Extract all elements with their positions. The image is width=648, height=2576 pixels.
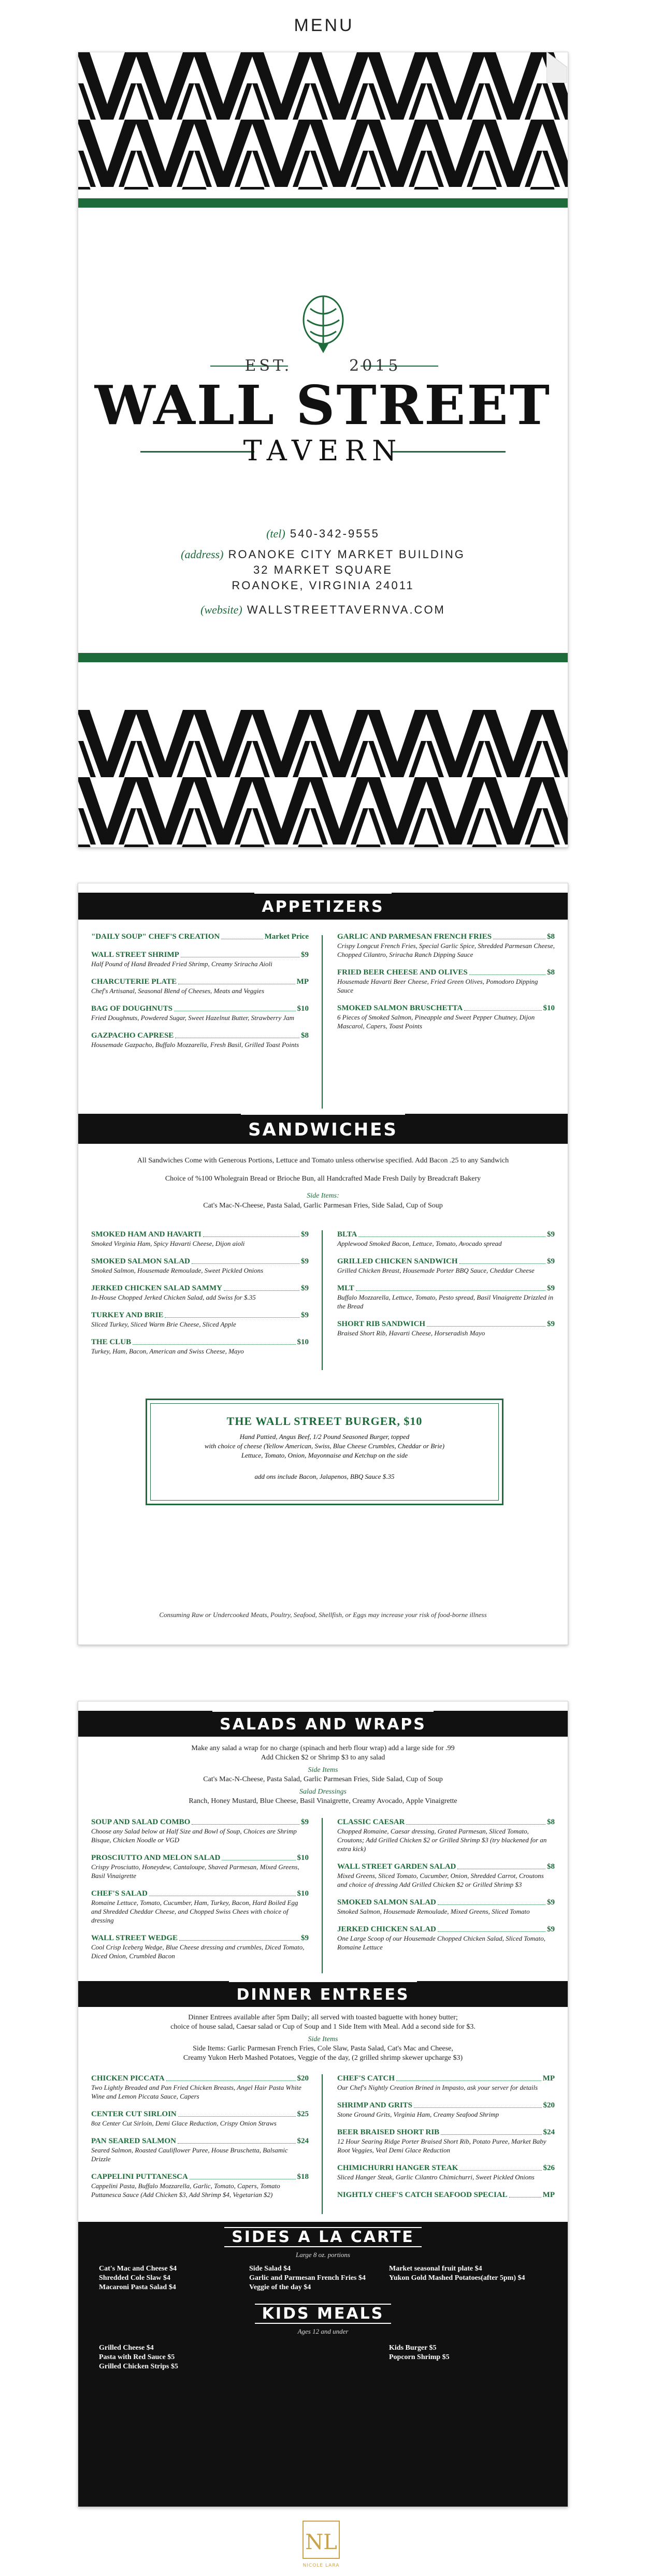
menu-item-name: SMOKED SALMON SALAD xyxy=(91,1257,190,1265)
menu-item-description: Crispy Prosciutto, Honeydew, Cantaloupe, Shaved Parmesan, Mixed Greens, Basil Vinaigrette xyxy=(91,1863,299,1880)
menu-item-price: $9 xyxy=(301,1311,309,1319)
menu-item-header xyxy=(91,2137,309,2146)
menu-item-price: $8 xyxy=(547,1818,555,1826)
menu-item xyxy=(91,1005,309,1022)
menu-item-description: Our Chef's Nightly Creation Brined in Impasto, ask your server for details xyxy=(337,2084,538,2091)
menu-item-description: Half Pound of Hand Breaded Fried Shrimp, Creamy Sriracha Aioli xyxy=(91,960,272,968)
menu-item-name: TURKEY AND BRIE xyxy=(91,1311,164,1319)
menu-item-name: FRIED BEER CHEESE AND OLIVES xyxy=(337,968,468,977)
kids-column-1 xyxy=(99,2344,254,2371)
menu-item xyxy=(91,1889,309,1925)
dinner-intro-1: Dinner Entrees available after 5pm Daily; all served with toasted baguette with honey butter; xyxy=(188,2014,458,2021)
menu-item-name: MLT xyxy=(337,1284,354,1292)
logo-letters: NL xyxy=(305,2530,337,2554)
menu-item xyxy=(91,2137,309,2163)
side-item: Pasta with Red Sauce $5 xyxy=(99,2353,175,2361)
menu-item-header xyxy=(91,1284,309,1293)
salads-intro-1: Make any salad a wrap for no charge (spinach and herb flour wrap) add a large side for .99 xyxy=(191,1744,455,1752)
appetizers-left-column xyxy=(91,933,309,1058)
dot-leader xyxy=(459,2164,541,2171)
menu-item-description: Romaine Lettuce, Tomato, Cucumber, Ham, Turkey, Bacon, Hard Boiled Egg and Shredded Cheddar Cheese, and Chopped Swiss Chees with choice of dressing xyxy=(91,1899,298,1924)
dinner-left-column xyxy=(91,2074,309,2208)
menu-item-header xyxy=(337,1257,555,1266)
menu-item-description: Chef's Artisanal, Seasonal Blend of Cheeses, Meats and Veggies xyxy=(91,987,265,995)
consumer-advisory: Consuming Raw or Undercooked Meats, Poultry, Seafood, Shellfish, or Eggs may increase your risk of food-borne illness xyxy=(159,1611,487,1619)
dot-leader xyxy=(414,2101,541,2108)
dot-leader xyxy=(464,1004,541,1011)
menu-item-header xyxy=(91,1934,309,1943)
salads-side-label: Side Items xyxy=(308,1766,338,1774)
menu-item xyxy=(337,2128,555,2155)
menu-item xyxy=(337,1925,555,1952)
menu-item-header xyxy=(337,1862,555,1871)
menu-item-header xyxy=(337,968,555,977)
menu-item-header xyxy=(91,1854,309,1862)
menu-item-description: 12 Hour Searing Ridge Porter Braised Short Rib, Potato Puree, Market Baby Root Veggies, Veal Demi Glace Reduction xyxy=(337,2137,546,2154)
menu-item-header xyxy=(337,1925,555,1934)
menu-item-header xyxy=(91,1311,309,1320)
dot-leader xyxy=(441,2128,541,2135)
menu-item xyxy=(91,1934,309,1960)
menu-item-price: $8 xyxy=(301,1031,309,1040)
menu-page-appetizers-sandwiches xyxy=(78,883,568,1645)
sandwiches-left-column xyxy=(91,1230,309,1365)
menu-item-description: 8oz Center Cut Sirloin, Demi Glace Reduction, Crispy Onion Straws xyxy=(91,2119,277,2127)
menu-item xyxy=(91,978,309,995)
sandwiches-intro-1: All Sandwiches Come with Generous Portions, Lettuce and Tomato unless otherwise specified. Add Bacon .25 to any Sandwich xyxy=(137,1157,509,1165)
menu-item-header xyxy=(91,978,309,986)
menu-item-description: In-House Chopped Jerked Chicken Salad, add Swiss for $.35 xyxy=(91,1293,256,1301)
menu-cover-page xyxy=(78,52,568,848)
menu-item-price: $18 xyxy=(297,2173,309,2181)
menu-item-description: Stone Ground Grits, Virginia Ham, Creamy Seafood Shrimp xyxy=(337,2111,499,2118)
menu-item-description: Seared Salmon, Roasted Cauliflower Puree, House Bruschetta, Balsamic Drizzle xyxy=(91,2146,288,2163)
dot-leader xyxy=(174,1005,296,1011)
menu-item-price: $10 xyxy=(297,1005,309,1013)
menu-item-name: PAN SEARED SALMON xyxy=(91,2137,176,2145)
dot-leader xyxy=(190,2173,296,2179)
side-item: Grilled Chicken Strips $5 xyxy=(99,2363,178,2370)
dot-leader xyxy=(203,1230,299,1237)
section-header-sides: SIDES A LA CARTE xyxy=(78,2228,568,2246)
menu-item xyxy=(91,1311,309,1329)
menu-item-header xyxy=(337,2074,555,2083)
side-item: Popcorn Shrimp $5 xyxy=(389,2353,450,2361)
menu-item-price: $9 xyxy=(301,1257,309,1265)
menu-item-header xyxy=(337,2128,555,2137)
dot-leader xyxy=(192,1257,299,1264)
menu-item-name: SMOKED HAM AND HAVARTI xyxy=(91,1230,201,1239)
menu-item xyxy=(91,1031,309,1049)
menu-item xyxy=(337,2101,555,2119)
menu-item-header xyxy=(91,1031,309,1040)
menu-item-price: $20 xyxy=(297,2074,309,2083)
menu-item-header xyxy=(91,933,309,941)
established-year: EST. 2015 xyxy=(244,357,401,375)
menu-item xyxy=(337,1320,555,1337)
dot-leader xyxy=(166,2074,296,2081)
side-item: Shredded Cole Slaw $4 xyxy=(99,2274,170,2282)
menu-item-name: CLASSIC CAESAR xyxy=(337,1818,405,1826)
menu-item-header xyxy=(337,2164,555,2173)
menu-item-header xyxy=(91,1230,309,1239)
menu-item-description: Smoked Salmon, Housemade Remoulade, Mixed Greens, Sliced Tomato xyxy=(337,1908,530,1915)
burger-feature-box xyxy=(146,1399,503,1505)
menu-item-description: 6 Pieces of Smoked Salmon, Pineapple and Sweet Pepper Chutney, Dijon Mascarol, Capers, Toast Points xyxy=(337,1013,535,1030)
menu-item-price: $9 xyxy=(547,1230,555,1239)
menu-item-name: GRILLED CHICKEN SANDWICH xyxy=(337,1257,458,1265)
menu-item-name: BAG OF DOUGHNUTS xyxy=(91,1005,172,1013)
lattice-pattern-top xyxy=(78,52,568,190)
logo-caption: NICOLE LARA xyxy=(303,2563,340,2568)
menu-item-header xyxy=(91,951,309,959)
artichoke-icon xyxy=(295,288,352,355)
menu-item-name: GARLIC AND PARMESAN FRENCH FRIES xyxy=(337,933,492,941)
column-divider xyxy=(322,1230,323,1370)
menu-item xyxy=(337,1898,555,1916)
burger-title: THE WALL STREET BURGER, $10 xyxy=(226,1415,423,1428)
menu-item-name: THE CLUB xyxy=(91,1338,132,1346)
menu-item-description: Braised Short Rib, Havarti Cheese, Horseradish Mayo xyxy=(337,1329,485,1337)
menu-item-name: CHARCUTERIE PLATE xyxy=(91,978,177,986)
section-header-sandwiches: SANDWICHES xyxy=(78,1114,568,1144)
menu-label: MENU xyxy=(294,16,354,35)
menu-item xyxy=(91,2074,309,2101)
contact-phone: (tel) 540-342-9555 xyxy=(266,527,380,540)
menu-item xyxy=(91,2173,309,2199)
menu-item xyxy=(337,1257,555,1275)
side-item: Garlic and Parmesan French Fries $4 xyxy=(249,2274,366,2282)
menu-item-description: Housemade Gazpacho, Buffalo Mozzarella, Fresh Basil, Grilled Toast Points xyxy=(91,1041,299,1049)
menu-item-name: BEER BRAISED SHORT RIB xyxy=(337,2128,440,2136)
dinner-right-column xyxy=(337,2074,555,2209)
menu-item xyxy=(91,933,309,941)
menu-item-name: CHEF'S SALAD xyxy=(91,1889,148,1898)
restaurant-name: WALL STREET xyxy=(94,373,552,437)
menu-item xyxy=(91,2110,309,2128)
menu-item-price: $24 xyxy=(543,2128,555,2136)
dot-leader xyxy=(133,1338,295,1345)
section-header-dinner: DINNER ENTREES xyxy=(78,1981,568,2007)
dot-leader xyxy=(469,968,545,975)
salads-dressing-label: Salad Dressings xyxy=(299,1788,347,1796)
menu-item-header xyxy=(91,1818,309,1827)
dot-leader xyxy=(178,2110,296,2117)
menu-item-name: GAZPACHO CAPRESE xyxy=(91,1031,174,1040)
menu-item-name: WALL STREET GARDEN SALAD xyxy=(337,1862,456,1871)
menu-item xyxy=(91,1854,309,1880)
menu-item-description: Cool Crisp Iceberg Wedge, Blue Cheese dressing and crumbles, Diced Tomato, Diced Onion, Crumbled Bacon xyxy=(91,1943,305,1960)
menu-item-price: MP xyxy=(542,2074,555,2083)
menu-item xyxy=(337,2191,555,2200)
menu-item-header xyxy=(337,1818,555,1827)
menu-item-header xyxy=(91,2110,309,2119)
dot-leader xyxy=(149,1889,296,1896)
dot-leader xyxy=(175,1031,299,1038)
menu-item xyxy=(337,2074,555,2092)
menu-item-name: SMOKED SALMON SALAD xyxy=(337,1898,436,1906)
column-divider xyxy=(322,935,323,1109)
menu-item-header xyxy=(91,1338,309,1347)
sides-column-1 xyxy=(99,2264,239,2292)
menu-item-description: Sliced Turkey, Sliced Warm Brie Cheese, Sliced Apple xyxy=(91,1320,236,1328)
menu-item-description: Chopped Romaine, Caesar dressing, Grated Parmesan, Sliced Tomato, Croutons; Add Grilled Chicken $2 or Grilled Shrimp $3 (try blackened for an extra kick) xyxy=(337,1827,547,1853)
menu-item-price: MP xyxy=(296,978,309,986)
kids-column-2 xyxy=(389,2344,544,2362)
sides-column-2 xyxy=(249,2264,389,2292)
side-item: Yukon Gold Mashed Potatoes(after 5pm) $4 xyxy=(389,2274,525,2282)
dinner-side-items-1: Side Items: Garlic Parmesan French Fries, Cole Slaw, Pasta Salad, Cat's Mac and Cheese, xyxy=(193,2045,453,2053)
sandwiches-right-column xyxy=(337,1230,555,1347)
menu-item-name: NIGHTLY CHEF'S CATCH SEAFOOD SPECIAL xyxy=(337,2191,508,2199)
dot-leader xyxy=(457,1862,545,1869)
menu-item-price: $9 xyxy=(547,1925,555,1933)
menu-item-header xyxy=(91,1005,309,1013)
menu-item-header xyxy=(91,1257,309,1266)
green-stripe-bottom xyxy=(78,653,568,662)
menu-item-name: SHORT RIB SANDWICH xyxy=(337,1320,426,1328)
menu-item xyxy=(91,1284,309,1302)
menu-item-price: $9 xyxy=(301,1934,309,1942)
menu-item-description: Crispy Longcut French Fries, Special Garlic Spice, Shredded Parmesan Cheese, Chopped Cilantro, Sriracha Ranch Dipping Sauce xyxy=(337,942,555,958)
dot-leader xyxy=(178,2137,296,2144)
green-stripe-top xyxy=(78,198,568,208)
menu-item-name: PROSCIUTTO AND MELON SALAD xyxy=(91,1854,221,1862)
burger-description: Hand Pattied, Angus Beef, 1/2 Pound Seasoned Burger, topped with choice of cheese (Yellow American, Swiss, Blue Cheese Crumbles, Cheddar or Brie) Lettuce, Tomato, Onion, Mayonnaise and Ketchup on the side xyxy=(204,1433,445,1459)
menu-item-name: "DAILY SOUP" CHEF'S CREATION xyxy=(91,933,220,941)
menu-item xyxy=(337,1862,555,1889)
lattice-pattern-bottom xyxy=(78,710,568,847)
salads-left-column xyxy=(91,1818,309,1970)
page-fold-corner xyxy=(546,52,567,83)
designer-logo xyxy=(298,2519,344,2571)
menu-item-price: $9 xyxy=(547,1257,555,1265)
menu-item-price: $8 xyxy=(547,968,555,977)
menu-item-description: Fried Doughnuts, Powdered Sugar, Sweet Hazelnut Butter, Strawberry Jam xyxy=(91,1014,295,1022)
menu-page-salads-dinner xyxy=(78,1701,568,2507)
menu-item-name: CHIMICHURRI HANGER STEAK xyxy=(337,2164,458,2172)
menu-item-header xyxy=(337,1898,555,1907)
menu-item xyxy=(337,968,555,995)
dot-leader xyxy=(396,2074,541,2081)
menu-item-price: $9 xyxy=(547,1898,555,1906)
dot-leader xyxy=(224,1284,299,1291)
menu-item-description: Housemade Havarti Beer Cheese, Fried Green Olives, Pomodoro Dipping Sauce xyxy=(337,978,538,994)
menu-item xyxy=(337,1004,555,1030)
menu-item-price: $10 xyxy=(543,1004,555,1012)
menu-item-price: $26 xyxy=(543,2164,555,2172)
dot-leader xyxy=(358,1230,545,1237)
menu-item-price: $9 xyxy=(301,1284,309,1292)
dot-leader xyxy=(509,2191,541,2197)
burger-addons: add ons include Bacon, Jalapenos, BBQ Sauce $.35 xyxy=(254,1473,395,1480)
menu-item-name: CAPPELINI PUTTANESCA xyxy=(91,2173,188,2181)
column-divider xyxy=(322,2074,323,2214)
menu-item-name: CHEF'S CATCH xyxy=(337,2074,395,2083)
side-item: Side Salad $4 xyxy=(249,2265,291,2273)
menu-item xyxy=(337,1284,555,1311)
menu-item-name: JERKED CHICKEN SALAD SAMMY xyxy=(91,1284,222,1292)
menu-item-description: Smoked Virginia Ham, Spicy Havarti Cheese, Dijon aioli xyxy=(91,1240,245,1247)
menu-item-description: One Large Scoop of our Housemade Chopped Chicken Salad, Sliced Tomato, Romaine Lettuce xyxy=(337,1934,545,1951)
menu-item-header xyxy=(91,2173,309,2181)
menu-item-description: Two Lightly Breaded and Pan Fried Chicken Breasts, Angel Hair Pasta White Wine and Lemon Piccata Sauce, Capers xyxy=(91,2084,301,2100)
side-item: Veggie of the day $4 xyxy=(249,2283,311,2291)
salads-dressings: Ranch, Honey Mustard, Blue Cheese, Basil Vinaigrette, Creamy Avocado, Apple Vinaigrette xyxy=(189,1797,457,1805)
sides-kids-panel xyxy=(78,2222,568,2507)
menu-item-price: $9 xyxy=(301,1230,309,1239)
menu-item-price: $9 xyxy=(547,1284,555,1292)
dot-leader xyxy=(438,1898,545,1905)
menu-item-description: Cappelini Pasta, Buffalo Mozzarella, Garlic, Tomato, Capers, Tomato Puttanesca Sauce (Add Chicken $3, Add Shrimp $4, Vegetarian $2) xyxy=(91,2182,280,2199)
menu-item-header xyxy=(337,2101,555,2110)
dot-leader xyxy=(179,1934,299,1941)
menu-item-price: $10 xyxy=(297,1889,309,1898)
menu-item xyxy=(91,1818,309,1844)
menu-item-description: Smoked Salmon, Housemade Remoulade, Sweet Pickled Onions xyxy=(91,1267,264,1274)
menu-item-price: Market Price xyxy=(264,933,309,941)
dot-leader xyxy=(459,1257,545,1264)
menu-item xyxy=(91,1338,309,1356)
menu-item xyxy=(337,1818,555,1853)
menu-item-price: $8 xyxy=(547,1862,555,1871)
dot-leader xyxy=(222,1854,295,1860)
menu-item-name: CENTER CUT SIRLOIN xyxy=(91,2110,177,2118)
appetizers-right-column xyxy=(337,933,555,1040)
kids-subtitle: Ages 12 and under xyxy=(297,2327,349,2335)
menu-item-description: Buffalo Mozzarella, Lettuce, Tomato, Pesto spread, Basil Vinaigrette Drizzled in the Bread xyxy=(337,1293,554,1310)
menu-item-price: $8 xyxy=(547,933,555,941)
menu-item-description: Applewood Smoked Bacon, Lettuce, Tomato, Avocado spread xyxy=(337,1240,502,1247)
dot-leader xyxy=(406,1818,545,1825)
menu-item-name: SHRIMP AND GRITS xyxy=(337,2101,413,2109)
menu-item-price: $25 xyxy=(297,2110,309,2118)
sandwiches-side-items: Cat's Mac-N-Cheese, Pasta Salad, Garlic Parmesan Fries, Side Salad, Cup of Soup xyxy=(203,1202,443,1210)
menu-item-header xyxy=(337,933,555,941)
dinner-intro-2: choice of house salad, Caesar salad or Cup of Soup and 1 Side Item with Meal. Add a second side for $3. xyxy=(170,2023,476,2031)
sandwiches-intro-2: Choice of %100 Wholegrain Bread or Brioche Bun, all Handcrafted Made Fresh Daily by Breadcraft Bakery xyxy=(165,1175,481,1183)
menu-item-price: $9 xyxy=(547,1320,555,1328)
salads-side-items: Cat's Mac-N-Cheese, Pasta Salad, Garlic Parmesan Fries, Side Salad, Cup of Soup xyxy=(203,1775,443,1783)
menu-item xyxy=(91,951,309,968)
side-item: Kids Burger $5 xyxy=(389,2344,437,2352)
menu-item-name: BLTA xyxy=(337,1230,357,1239)
dot-leader xyxy=(221,933,263,939)
menu-item-name: WALL STREET SHRIMP xyxy=(91,951,179,959)
dot-leader xyxy=(438,1925,545,1932)
salads-right-column xyxy=(337,1818,555,1961)
menu-item xyxy=(337,933,555,959)
menu-item-header xyxy=(337,1230,555,1239)
menu-item-name: SOUP AND SALAD COMBO xyxy=(91,1818,191,1826)
dot-leader xyxy=(178,978,295,984)
menu-item-name: JERKED CHICKEN SALAD xyxy=(337,1925,436,1933)
sides-column-3 xyxy=(389,2264,560,2283)
menu-item-name: WALL STREET WEDGE xyxy=(91,1934,178,1942)
section-header-appetizers: APPETIZERS xyxy=(78,893,568,920)
menu-item-header xyxy=(337,1284,555,1293)
menu-item-name: CHICKEN PICCATA xyxy=(91,2074,165,2083)
sandwiches-side-label: Side Items: xyxy=(307,1192,339,1200)
menu-item-description: Sliced Hanger Steak, Garlic Cilantro Chimichurri, Sweet Pickled Onions xyxy=(337,2173,535,2181)
menu-item-price: MP xyxy=(542,2191,555,2199)
menu-item-price: $10 xyxy=(297,1338,309,1346)
contact-website: (website) WALLSTREETTAVERNVA.COM xyxy=(200,603,445,616)
menu-item-price: $24 xyxy=(297,2137,309,2145)
column-divider xyxy=(322,1818,323,1973)
menu-item-price: $10 xyxy=(297,1854,309,1862)
menu-item-header xyxy=(91,2074,309,2083)
dot-leader xyxy=(165,1311,299,1318)
side-item: Macaroni Pasta Salad $4 xyxy=(99,2283,176,2291)
salads-intro-2: Add Chicken $2 or Shrimp $3 to any salad xyxy=(261,1754,385,1762)
menu-item-description: Mixed Greens, Sliced Tomato, Cucumber, Onion, Shredded Carrot, Croutons and choice of dressing Add Grilled Chicken $2 or Grilled Shrimp $3 xyxy=(337,1872,544,1888)
side-item: Market seasonal fruit plate $4 xyxy=(389,2265,482,2273)
menu-item-header xyxy=(91,1889,309,1898)
section-header-kids: KIDS MEALS xyxy=(78,2305,568,2323)
menu-item-name: SMOKED SALMON BRUSCHETTA xyxy=(337,1004,463,1012)
dot-leader xyxy=(192,1818,299,1825)
dot-leader xyxy=(181,951,299,957)
menu-item-price: $9 xyxy=(301,1818,309,1826)
dinner-side-label: Side Items xyxy=(308,2035,338,2043)
menu-item-header xyxy=(337,1320,555,1329)
side-item: Grilled Cheese $4 xyxy=(99,2344,154,2352)
contact-address: (address) ROANOKE CITY MARKET BUILDING 32 MARKET SQUARE ROANOKE, VIRGINIA 24011 xyxy=(181,548,465,592)
dot-leader xyxy=(356,1284,545,1291)
side-item: Cat's Mac and Cheese $4 xyxy=(99,2265,177,2273)
dinner-side-items-2: Creamy Yukon Herb Mashed Potatoes, Veggie of the day, (2 grilled shrimp skewer upcharge $3) xyxy=(183,2054,463,2062)
restaurant-subname: TAVERN xyxy=(243,434,403,467)
menu-item-description: Grilled Chicken Breast, Housemade Porter BBQ Sauce, Cheddar Cheese xyxy=(337,1267,535,1274)
sides-subtitle: Large 8 oz. portions xyxy=(296,2251,350,2259)
menu-item-header xyxy=(337,2191,555,2200)
menu-item xyxy=(91,1230,309,1248)
menu-item-description: Choose any Salad below at Half Size and Bowl of Soup, Choices are Shrimp Bisque, Chicken Noodle or VGD xyxy=(91,1827,297,1844)
menu-item xyxy=(91,1257,309,1275)
dot-leader xyxy=(493,933,545,939)
menu-item-price: $9 xyxy=(301,951,309,959)
dot-leader xyxy=(427,1320,545,1327)
menu-item xyxy=(337,1230,555,1248)
section-header-salads: SALADS AND WRAPS xyxy=(78,1711,568,1737)
menu-item-price: $20 xyxy=(543,2101,555,2109)
menu-item-description: Turkey, Ham, Bacon, American and Swiss Cheese, Mayo xyxy=(91,1347,244,1355)
menu-item-header xyxy=(337,1004,555,1013)
menu-item xyxy=(337,2164,555,2181)
